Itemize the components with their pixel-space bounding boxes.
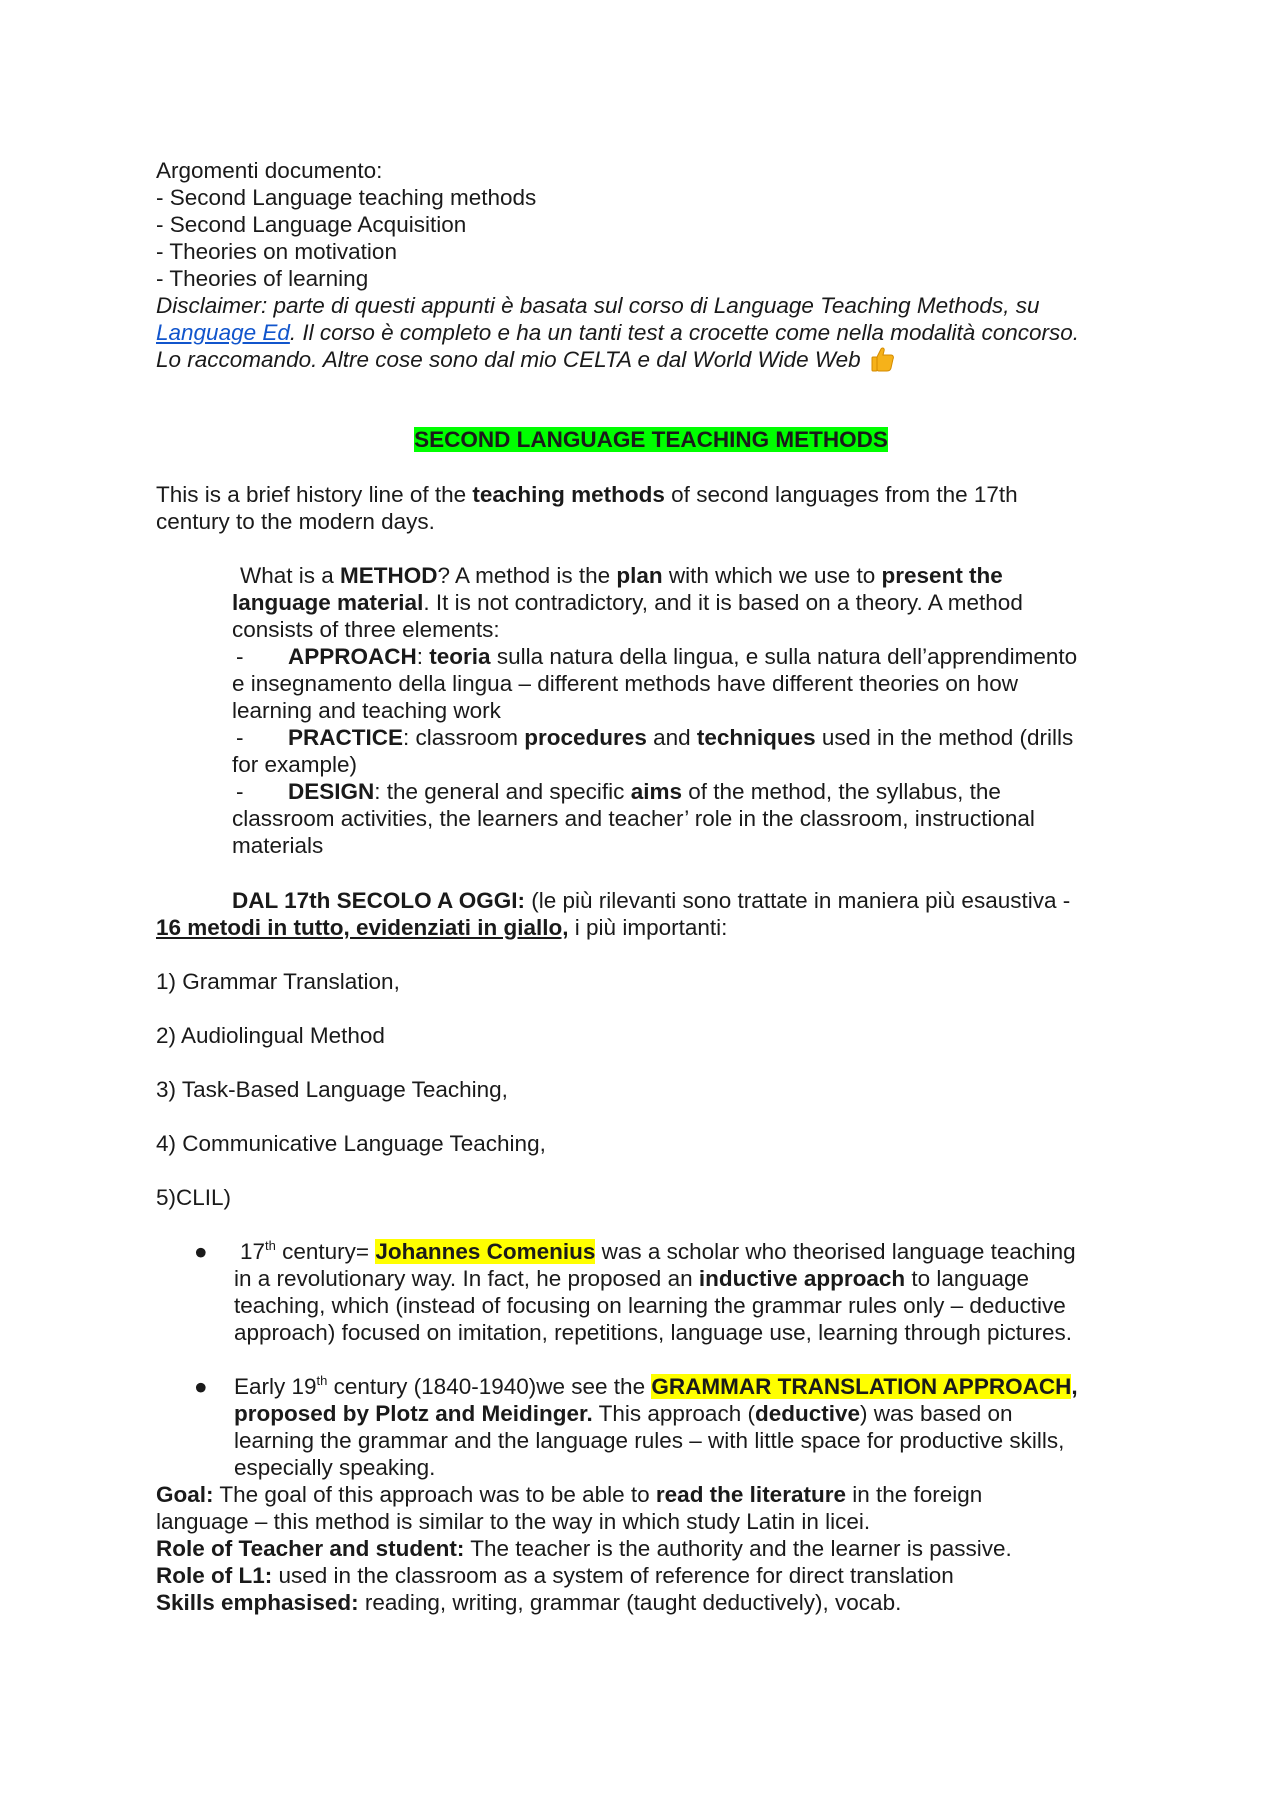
skills-line bbox=[156, 1589, 1146, 1616]
highlight-name: Johannes Comenius bbox=[375, 1239, 596, 1264]
text: ? A method is the bbox=[437, 563, 617, 588]
methods-list bbox=[156, 1130, 1146, 1157]
methods-list bbox=[156, 1076, 1146, 1103]
list-item bbox=[156, 1238, 1146, 1346]
intro-title: Argomenti documento: bbox=[156, 158, 383, 183]
text-bold: plan bbox=[616, 563, 663, 588]
history-paragraph bbox=[156, 481, 1146, 535]
text: and bbox=[646, 725, 697, 750]
practice-line-1 bbox=[232, 724, 1146, 751]
topic-item: - Theories of learning bbox=[156, 266, 369, 291]
text-bold: techniques bbox=[696, 725, 816, 750]
section-heading: SECOND LANGUAGE TEACHING METHODS bbox=[414, 427, 888, 452]
text: sulla natura della lingua, e sulla natura dell’apprendimento bbox=[490, 644, 1078, 669]
design-line-2: classroom activities, the learners and teacher’ role in the classroom, instructional bbox=[232, 806, 1035, 831]
approach-label: APPROACH bbox=[288, 644, 417, 669]
methods-list bbox=[156, 968, 1146, 995]
method-line-3: consists of three elements: bbox=[232, 617, 500, 642]
thumbs-up-icon bbox=[871, 346, 895, 372]
intro-section bbox=[156, 157, 1146, 373]
bullet-line-2 bbox=[234, 1265, 1146, 1292]
details-section bbox=[156, 1481, 1146, 1616]
text-bold: inductive approach bbox=[698, 1266, 906, 1291]
text: i più importanti: bbox=[568, 915, 728, 940]
design-line-3: materials bbox=[232, 833, 324, 858]
history-line-1 bbox=[156, 481, 1146, 508]
text: What is a bbox=[240, 563, 341, 588]
section-heading-wrap bbox=[156, 426, 1146, 453]
text-bold: deductive bbox=[754, 1401, 860, 1426]
bullet-line-1 bbox=[234, 1373, 1146, 1400]
text: This is a brief history line of the bbox=[156, 482, 473, 507]
text: This approach ( bbox=[592, 1401, 755, 1426]
bullet-icon: ● bbox=[194, 1239, 208, 1264]
superscript: th bbox=[265, 1238, 276, 1253]
text: (le più rilevanti sono trattate in maniera più esaustiva - bbox=[524, 888, 1071, 913]
bullet-line-2 bbox=[234, 1400, 1146, 1427]
disclaimer-line-2 bbox=[156, 319, 1146, 346]
text: : the general and specific bbox=[374, 779, 631, 804]
text: used in the classroom as a system of reference for direct translation bbox=[272, 1563, 954, 1588]
topic-item: - Theories on motivation bbox=[156, 239, 397, 264]
text-bold: teoria bbox=[429, 644, 491, 669]
dash: - bbox=[236, 644, 244, 669]
text: ) was based on bbox=[859, 1401, 1013, 1426]
bullet-line-4: especially speaking. bbox=[234, 1455, 436, 1480]
text: of second languages from the 17th bbox=[664, 482, 1018, 507]
dal-section bbox=[156, 887, 1146, 941]
bullet-comenius bbox=[156, 1238, 1146, 1346]
dal-heading: DAL 17th SECOLO A OGGI: bbox=[232, 888, 525, 913]
highlight-name: GRAMMAR TRANSLATION APPROACH bbox=[651, 1374, 1072, 1399]
text: was a scholar who theorised language teaching bbox=[595, 1239, 1076, 1264]
text-bold: procedures bbox=[524, 725, 647, 750]
text-bold: present the bbox=[881, 563, 1003, 588]
bullet-icon: ● bbox=[194, 1374, 208, 1399]
text: The teacher is the authority and the learner is passive. bbox=[464, 1536, 1012, 1561]
bullet-grammar-translation bbox=[156, 1373, 1146, 1481]
text: 17 bbox=[240, 1239, 266, 1264]
text: century (1840-1940)we see the bbox=[327, 1374, 652, 1399]
text-bold: teaching methods bbox=[472, 482, 665, 507]
text-bold: aims bbox=[630, 779, 682, 804]
design-line-1 bbox=[232, 778, 1146, 805]
text: Early 19 bbox=[234, 1374, 317, 1399]
approach-line-2: e insegnamento della lingua – different methods have different theories on how bbox=[232, 671, 1018, 696]
text: with which we use to bbox=[662, 563, 882, 588]
text: : bbox=[416, 644, 430, 669]
dal-line-1 bbox=[156, 887, 1146, 914]
text: in a revolutionary way. In fact, he proposed an bbox=[234, 1266, 699, 1291]
role-line bbox=[156, 1535, 1146, 1562]
disclaimer-text: Lo raccomando. Altre cose sono dal mio CELTA e dal World Wide Web bbox=[156, 347, 861, 372]
design-label: DESIGN bbox=[288, 779, 375, 804]
dash: - bbox=[236, 779, 244, 804]
l1-line bbox=[156, 1562, 1146, 1589]
approach-line-1 bbox=[232, 643, 1146, 670]
list-item: 5)CLIL) bbox=[156, 1185, 232, 1210]
goal-line-2: language – this method is similar to the way in which study Latin in licei. bbox=[156, 1509, 871, 1534]
method-line-1 bbox=[232, 562, 1146, 589]
bullet-line-3: teaching, which (instead of focusing on learning the grammar rules only – deductive bbox=[234, 1293, 1066, 1318]
method-line-2 bbox=[232, 589, 1146, 616]
bullet-line-1 bbox=[234, 1238, 1146, 1265]
text: in the foreign bbox=[845, 1482, 983, 1507]
text: : classroom bbox=[403, 725, 525, 750]
methods-list bbox=[156, 1022, 1146, 1049]
history-line-2: century to the modern days. bbox=[156, 509, 435, 534]
dal-line-2 bbox=[156, 914, 1146, 941]
approach-line-3: learning and teaching work bbox=[232, 698, 501, 723]
disclaimer-text: Disclaimer: parte di questi appunti è basata sul corso di Language Teaching Methods, su bbox=[156, 293, 1040, 318]
text: used in the method (drills bbox=[815, 725, 1074, 750]
goal-label: Goal: bbox=[156, 1482, 214, 1507]
superscript: th bbox=[316, 1373, 328, 1388]
text: . It is not contradictory, and it is based on a theory. A method bbox=[423, 590, 1023, 615]
disclaimer-text: . Il corso è completo e ha un tanti test a crocette come nella modalità concorso. bbox=[289, 320, 1080, 345]
text: of the method, the syllabus, the bbox=[681, 779, 1001, 804]
role-label: Role of Teacher and student: bbox=[156, 1536, 465, 1561]
text: century= bbox=[275, 1239, 376, 1264]
list-item: 4) Communicative Language Teaching, bbox=[156, 1131, 546, 1156]
bullet-line-3: learning the grammar and the language rules – with little space for productive skills, bbox=[234, 1428, 1065, 1453]
text: The goal of this approach was to be able to bbox=[213, 1482, 656, 1507]
method-section bbox=[156, 562, 1146, 859]
practice-label: PRACTICE bbox=[288, 725, 404, 750]
list-item: 2) Audiolingual Method bbox=[156, 1023, 385, 1048]
topic-item: - Second Language teaching methods bbox=[156, 185, 537, 210]
disclaimer-line-3 bbox=[156, 346, 1146, 373]
text-bold: read the literature bbox=[655, 1482, 846, 1507]
text-bold: METHOD bbox=[340, 563, 438, 588]
dash: - bbox=[236, 725, 244, 750]
list-item bbox=[156, 1373, 1146, 1481]
text-bold: proposed by Plotz and Meidinger. bbox=[234, 1401, 593, 1426]
list-item: 1) Grammar Translation, bbox=[156, 969, 400, 994]
text-bold: , bbox=[1071, 1374, 1078, 1399]
goal-line-1 bbox=[156, 1481, 1146, 1508]
text: reading, writing, grammar (taught deductively), vocab. bbox=[358, 1590, 902, 1615]
practice-line-2: for example) bbox=[232, 752, 358, 777]
bullet-line-4: approach) focused on imitation, repetitions, language use, learning through pictures. bbox=[234, 1320, 1073, 1345]
text: to language bbox=[905, 1266, 1030, 1291]
text-underlined: 16 metodi in tutto, evidenziati in giallo, bbox=[156, 915, 569, 940]
topic-item: - Second Language Acquisition bbox=[156, 212, 467, 237]
disclaimer-line-1 bbox=[156, 292, 1146, 319]
language-ed-link[interactable]: Language Ed bbox=[156, 320, 290, 345]
text-bold: language material bbox=[232, 590, 424, 615]
l1-label: Role of L1: bbox=[156, 1563, 273, 1588]
skills-label: Skills emphasised: bbox=[156, 1590, 359, 1615]
methods-list bbox=[156, 1184, 1146, 1211]
list-item: 3) Task-Based Language Teaching, bbox=[156, 1077, 508, 1102]
